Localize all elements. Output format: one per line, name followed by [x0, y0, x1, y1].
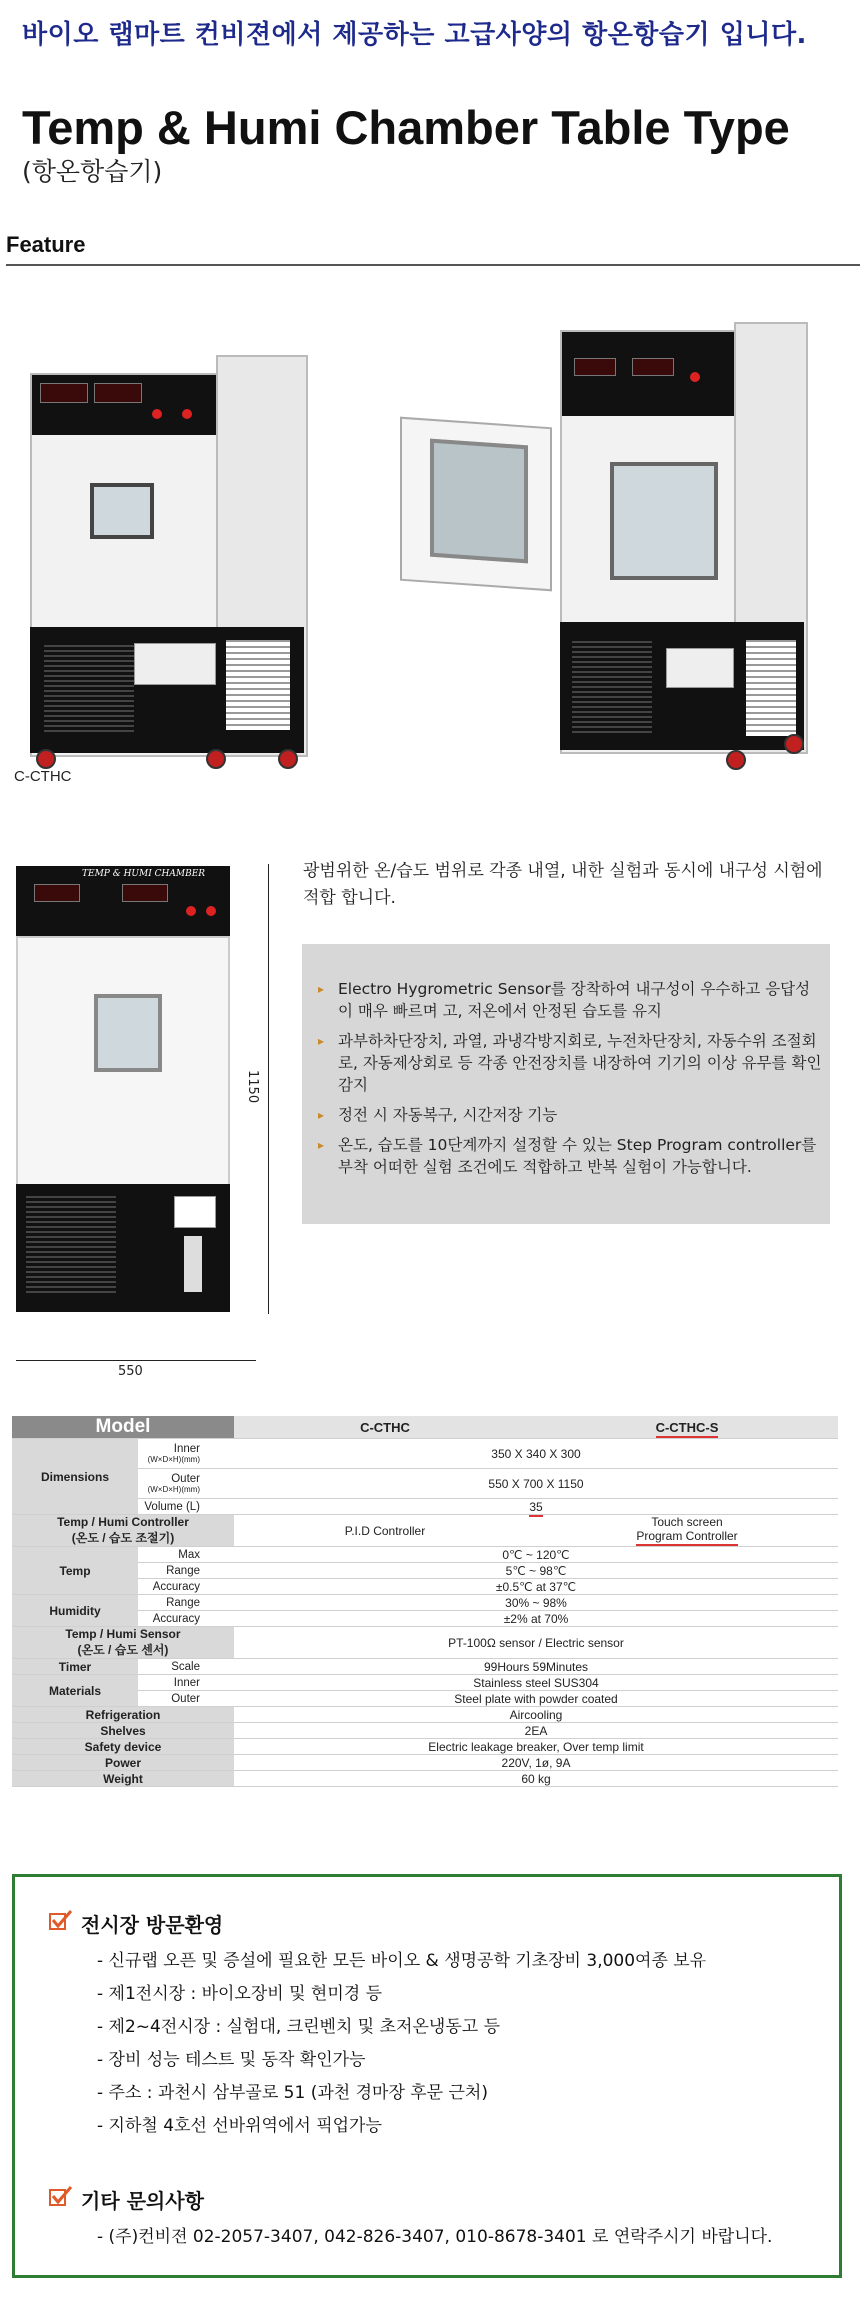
height-dimension-label: 1150 — [245, 1070, 260, 1104]
table-cell: Scale — [138, 1659, 234, 1675]
table-cell: 2EA — [234, 1723, 838, 1739]
spec-table — [12, 1416, 838, 1787]
refrigeration-label: Refrigeration — [12, 1707, 234, 1723]
chamber-front-drawing — [16, 866, 236, 1326]
table-row — [12, 1755, 838, 1771]
dimensions-label: Dimensions — [12, 1439, 138, 1515]
weight-label: Weight — [12, 1771, 234, 1787]
table-cell: 220V, 1ø, 9A — [234, 1755, 838, 1771]
feature-heading: Feature — [6, 232, 86, 257]
controller-panel-text: TEMP & HUMI CHAMBER — [82, 869, 206, 879]
table-cell: 35 — [234, 1499, 838, 1515]
table-cell: ±0.5℃ at 37℃ — [234, 1579, 838, 1595]
feature-description: 광범위한 온/습도 범위로 각종 내열, 내한 실험과 동시에 내구성 시험에 적합 합니다. — [303, 861, 823, 908]
height-dimension-line — [268, 864, 269, 1314]
top-banner: 바이오 랩마트 컨비젼에서 제공하는 고급사양의 항온항습기 입니다. — [22, 20, 807, 50]
table-cell: Outer — [138, 1691, 234, 1707]
list-item: - 주소 : 과천시 삼부골로 51 (과천 경마장 후문 근처) — [97, 2083, 488, 2103]
table-row — [12, 1416, 838, 1439]
table-cell: 0℃ ~ 120℃ — [234, 1547, 838, 1563]
table-cell: Accuracy — [138, 1579, 234, 1595]
table-cell: Max — [138, 1547, 234, 1563]
table-cell: PT-100Ω sensor / Electric sensor — [234, 1627, 838, 1659]
table-cell: P.I.D Controller — [234, 1515, 536, 1547]
triangle-bullet-icon: ▸ — [318, 1108, 325, 1122]
table-row — [12, 1547, 838, 1563]
table-cell: Inner — [138, 1675, 234, 1691]
table-cell: 99Hours 59Minutes — [234, 1659, 838, 1675]
contact-title: 기타 문의사항 — [81, 2189, 204, 2213]
shelves-label: Shelves — [12, 1723, 234, 1739]
page-title: Temp & Humi Chamber Table Type — [22, 101, 790, 154]
table-cell: Aircooling — [234, 1707, 838, 1723]
table-cell: Steel plate with powder coated — [234, 1691, 838, 1707]
visit-title: 전시장 방문환영 — [81, 1913, 224, 1937]
table-row — [12, 1675, 838, 1691]
triangle-bullet-icon: ▸ — [318, 982, 325, 996]
chamber-image-open — [400, 322, 820, 792]
table-cell: 60 kg — [234, 1771, 838, 1787]
list-item: ▸ 과부하차단장치, 과열, 과냉각방지회로, 누전차단장치, 자동수위 조절회로, 자동제상회로 등 각종 안전장치를 내장하여 기기의 이상 유무를 확인 감지 — [318, 1032, 822, 1094]
model-col2: C-CTHC-S — [536, 1416, 838, 1439]
table-cell: Inner (W×D×H)(mm) — [138, 1439, 234, 1469]
chamber-image-closed — [30, 355, 320, 795]
materials-label: Materials — [12, 1675, 138, 1707]
table-cell: 350 X 340 X 300 — [234, 1439, 838, 1469]
table-cell: Range — [138, 1563, 234, 1579]
checkbox-check-icon — [49, 1909, 73, 1931]
triangle-bullet-icon: ▸ — [318, 1138, 325, 1152]
list-item: - 제1전시장 : 바이오장비 및 현미경 등 — [97, 1984, 383, 2004]
table-row — [12, 1659, 838, 1675]
page-subtitle: (항온항습기) — [22, 157, 163, 186]
timer-label: Timer — [12, 1659, 138, 1675]
list-item: - 신규랩 오픈 및 증설에 필요한 모든 바이오 & 생명공학 기초장비 3,000여종 보유 — [97, 1951, 707, 1971]
table-cell: 30% ~ 98% — [234, 1595, 838, 1611]
table-cell: Outer (W×D×H)(mm) — [138, 1469, 234, 1499]
list-item: - 제2~4전시장 : 실험대, 크린벤치 및 초저온냉동고 등 — [97, 2017, 500, 2037]
feature-bullets — [318, 978, 823, 1186]
width-dimension-line — [16, 1360, 256, 1361]
table-row — [12, 1515, 838, 1547]
list-item: ▸ Electro Hygrometric Sensor를 장착하여 내구성이 우수하고 응답성이 매우 빠르며 고, 저온에서 안정된 습도를 유지 — [318, 980, 811, 1020]
table-row — [12, 1439, 838, 1469]
feature-divider — [6, 264, 860, 266]
visit-list — [97, 1945, 706, 2143]
table-row — [12, 1771, 838, 1787]
table-row — [12, 1707, 838, 1723]
info-box — [12, 1874, 842, 2278]
table-cell: Stainless steel SUS304 — [234, 1675, 838, 1691]
table-cell: Accuracy — [138, 1611, 234, 1627]
model-caption: C-CTHC — [14, 768, 72, 785]
contact-text: - (주)컨비젼 02-2057-3407, 042-826-3407, 010-8678-3401 로 연락주시기 바랍니다. — [97, 2227, 773, 2247]
table-cell: Touch screen Program Controller — [536, 1515, 838, 1547]
table-row — [12, 1627, 838, 1659]
sensor-label: Temp / Humi Sensor (온도 / 습도 센서) — [12, 1627, 234, 1659]
table-row — [12, 1723, 838, 1739]
controller-label: Temp / Humi Controller (온도 / 습도 조절기) — [12, 1515, 234, 1547]
list-item: ▸ 온도, 습도를 10단계까지 설정할 수 있는 Step Program controller를 부착 어떠한 실험 조건에도 적합하고 반복 실험이 가능합니다. — [318, 1136, 817, 1176]
model-header: Model — [12, 1416, 234, 1439]
table-cell: 5℃ ~ 98℃ — [234, 1563, 838, 1579]
list-item: - 지하철 4호선 선바위역에서 픽업가능 — [97, 2116, 382, 2136]
list-item: ▸ 정전 시 자동복구, 시간저장 기능 — [318, 1106, 558, 1124]
model-col1: C-CTHC — [234, 1416, 536, 1439]
table-cell: Volume (L) — [138, 1499, 234, 1515]
table-cell: 550 X 700 X 1150 — [234, 1469, 838, 1499]
list-item: - 장비 성능 테스트 및 동작 확인가능 — [97, 2050, 366, 2070]
width-dimension-label: 550 — [118, 1364, 143, 1379]
table-row — [12, 1739, 838, 1755]
temp-label: Temp — [12, 1547, 138, 1595]
power-label: Power — [12, 1755, 234, 1771]
table-row — [12, 1595, 838, 1611]
checkbox-check-icon — [49, 2185, 73, 2207]
table-cell: Electric leakage breaker, Over temp limit — [234, 1739, 838, 1755]
humidity-label: Humidity — [12, 1595, 138, 1627]
safety-label: Safety device — [12, 1739, 234, 1755]
table-cell: ±2% at 70% — [234, 1611, 838, 1627]
triangle-bullet-icon: ▸ — [318, 1034, 325, 1048]
table-cell: Range — [138, 1595, 234, 1611]
